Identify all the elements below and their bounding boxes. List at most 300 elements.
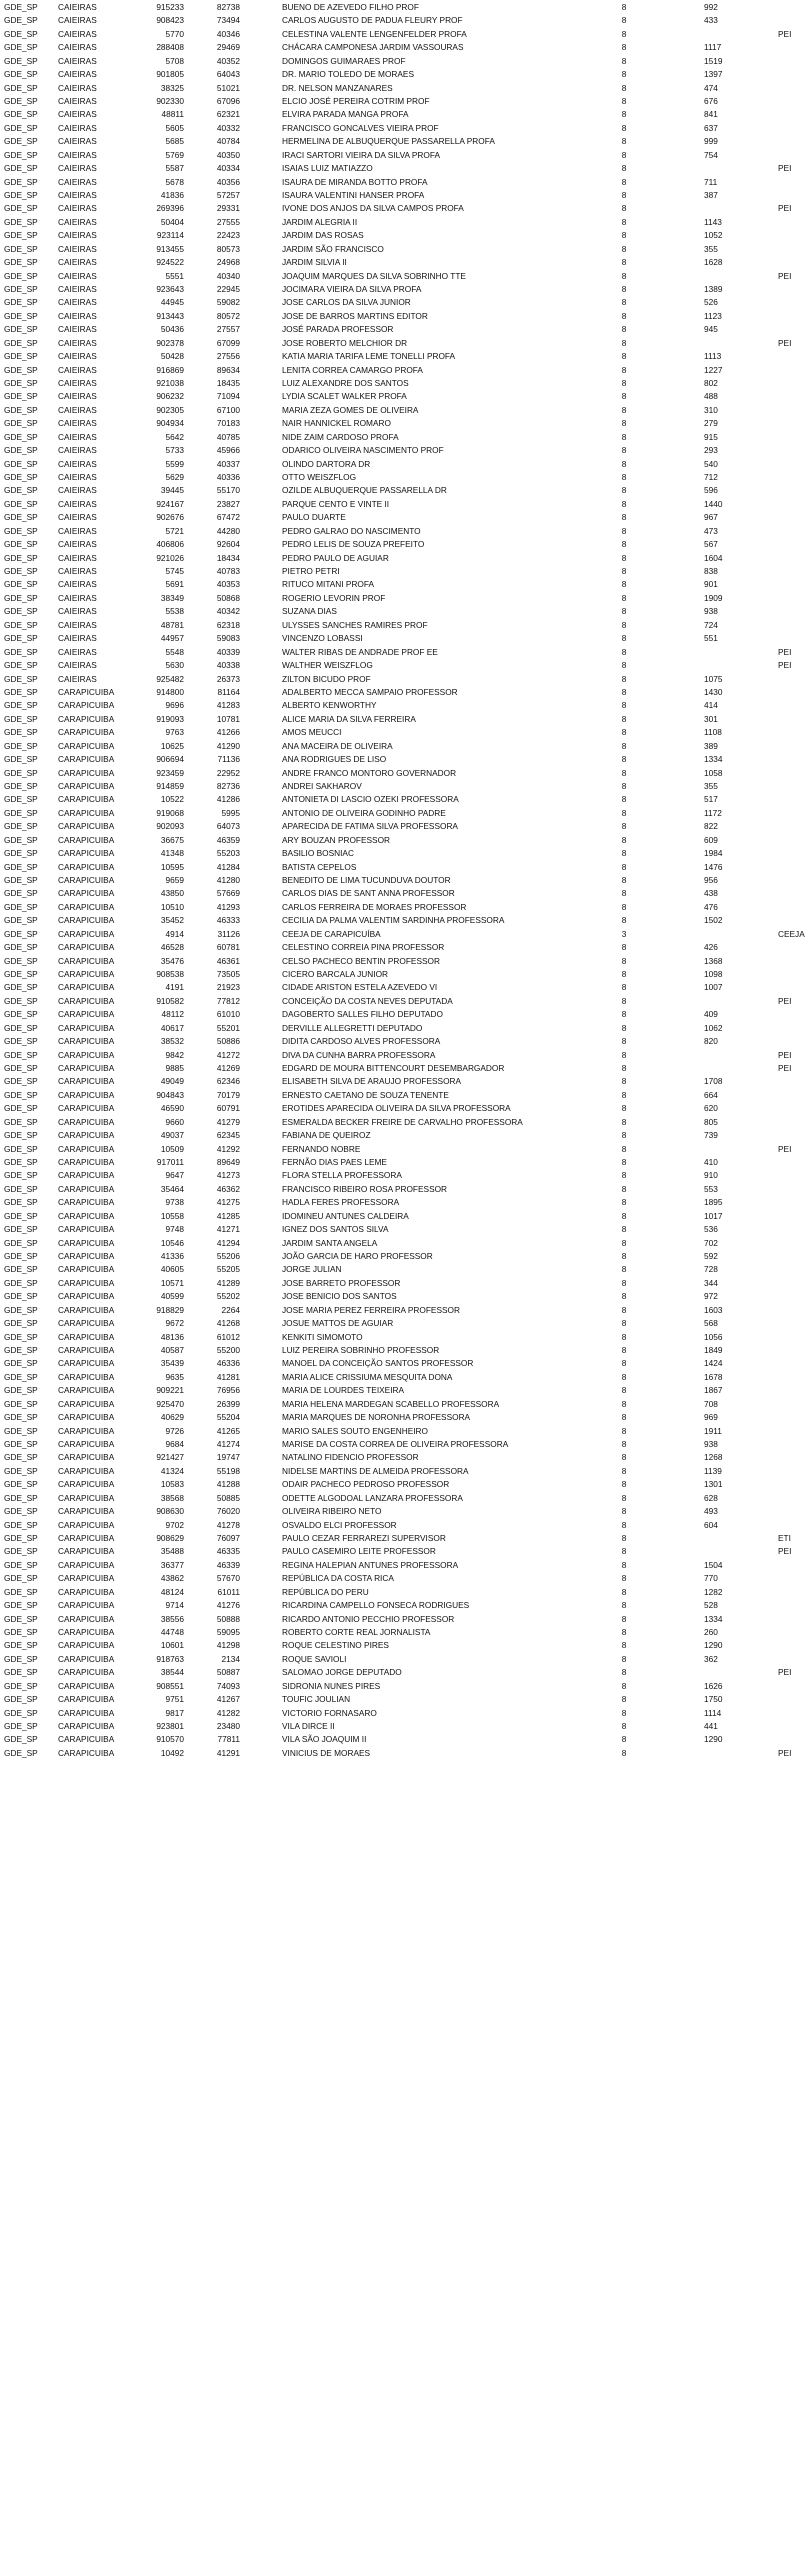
- cell-school-id: 5770: [165, 28, 184, 39]
- cell-code: 80573: [216, 243, 240, 254]
- cell-municipality: CAIEIRAS: [58, 243, 97, 254]
- cell-municipality: CAIEIRAS: [58, 337, 97, 348]
- table-row: [0, 968, 807, 981]
- table-row: [0, 1451, 807, 1464]
- cell-region: GDE_SP: [4, 1009, 38, 1020]
- cell-count: 915: [704, 431, 718, 442]
- cell-school-name: ZILTON BICUDO PROF: [282, 673, 371, 684]
- table-row: [0, 1008, 807, 1021]
- cell-count: 409: [704, 1009, 718, 1020]
- cell-period: 8: [621, 633, 627, 644]
- cell-period: 8: [621, 592, 627, 603]
- cell-municipality: CARAPICUIBA: [58, 915, 115, 926]
- cell-school-id: 902676: [156, 512, 184, 523]
- cell-school-id: 50404: [160, 216, 184, 227]
- cell-region: GDE_SP: [4, 1559, 38, 1570]
- cell-program: PEI: [778, 1546, 792, 1557]
- cell-program: PEI: [778, 1747, 792, 1758]
- cell-count: 938: [704, 1439, 718, 1449]
- table-row: [0, 578, 807, 591]
- cell-school-name: FERNÃO DIAS PAES LEME: [282, 1156, 387, 1167]
- cell-municipality: CARAPICUIBA: [58, 700, 115, 711]
- cell-municipality: CARAPICUIBA: [58, 995, 115, 1006]
- cell-count: 344: [704, 1277, 718, 1288]
- cell-school-id: 46590: [160, 1103, 184, 1114]
- cell-count: 972: [704, 1291, 718, 1302]
- cell-school-id: 9696: [165, 700, 184, 711]
- cell-region: GDE_SP: [4, 1170, 38, 1181]
- cell-school-id: 35439: [160, 1358, 184, 1369]
- cell-code: 55203: [216, 848, 240, 859]
- cell-school-name: ODAIR PACHECO PEDROSO PROFESSOR: [282, 1479, 450, 1490]
- cell-municipality: CARAPICUIBA: [58, 1304, 115, 1315]
- cell-program: ETI: [778, 1533, 791, 1544]
- cell-code: 89634: [216, 364, 240, 375]
- cell-municipality: CAIEIRAS: [58, 512, 97, 523]
- cell-municipality: CAIEIRAS: [58, 418, 97, 429]
- table-row: [0, 390, 807, 403]
- cell-region: GDE_SP: [4, 1398, 38, 1409]
- cell-code: 92604: [216, 539, 240, 550]
- table-row: [0, 928, 807, 941]
- table-row: [0, 1022, 807, 1035]
- cell-municipality: CARAPICUIBA: [58, 1412, 115, 1423]
- cell-region: GDE_SP: [4, 190, 38, 201]
- cell-code: 41275: [216, 1197, 240, 1208]
- cell-code: 23827: [216, 498, 240, 509]
- cell-municipality: CARAPICUIBA: [58, 794, 115, 805]
- table-row: [0, 1143, 807, 1156]
- cell-region: GDE_SP: [4, 579, 38, 590]
- cell-period: 8: [621, 552, 627, 563]
- cell-count: 493: [704, 1506, 718, 1517]
- cell-region: GDE_SP: [4, 391, 38, 402]
- cell-municipality: CAIEIRAS: [58, 324, 97, 335]
- table-row: [0, 1290, 807, 1303]
- cell-school-id: 43850: [160, 888, 184, 899]
- cell-school-name: DERVILLE ALLEGRETTI DEPUTADO: [282, 1022, 423, 1033]
- cell-municipality: CARAPICUIBA: [58, 713, 115, 724]
- table-row: [0, 216, 807, 229]
- cell-municipality: CARAPICUIBA: [58, 1586, 115, 1597]
- cell-code: 18435: [216, 378, 240, 389]
- cell-municipality: CARAPICUIBA: [58, 1721, 115, 1732]
- cell-period: 8: [621, 780, 627, 791]
- cell-code: 46361: [216, 955, 240, 966]
- cell-school-name: CEEJA DE CARAPICUÍBA: [282, 928, 381, 939]
- cell-school-name: PIETRO PETRI: [282, 566, 340, 577]
- cell-count: 820: [704, 1036, 718, 1047]
- cell-school-id: 908630: [156, 1506, 184, 1517]
- cell-municipality: CARAPICUIBA: [58, 1452, 115, 1463]
- table-row: [0, 1398, 807, 1411]
- table-row: [0, 41, 807, 54]
- cell-school-id: 5733: [165, 445, 184, 456]
- cell-period: 8: [621, 512, 627, 523]
- cell-count: 426: [704, 942, 718, 953]
- cell-municipality: CAIEIRAS: [58, 203, 97, 214]
- cell-municipality: CAIEIRAS: [58, 28, 97, 39]
- cell-school-id: 10625: [160, 740, 184, 751]
- cell-region: GDE_SP: [4, 700, 38, 711]
- cell-school-id: 48112: [161, 1009, 184, 1020]
- cell-code: 60791: [216, 1103, 240, 1114]
- cell-municipality: CARAPICUIBA: [58, 1089, 115, 1100]
- cell-school-name: DIVA DA CUNHA BARRA PROFESSORA: [282, 1049, 436, 1060]
- cell-period: 8: [621, 42, 627, 53]
- cell-school-name: MARISE DA COSTA CORREA DE OLIVEIRA PROFESSORA: [282, 1439, 509, 1449]
- cell-school-name: LUIZ ALEXANDRE DOS SANTOS: [282, 378, 409, 389]
- cell-period: 8: [621, 1533, 627, 1544]
- cell-region: GDE_SP: [4, 1049, 38, 1060]
- cell-municipality: CARAPICUIBA: [58, 1143, 115, 1154]
- cell-count: 708: [704, 1398, 718, 1409]
- cell-school-name: REGINA HALEPIAN ANTUNES PROFESSORA: [282, 1559, 459, 1570]
- cell-municipality: CARAPICUIBA: [58, 1277, 115, 1288]
- cell-code: 19747: [216, 1452, 240, 1463]
- cell-region: GDE_SP: [4, 1452, 38, 1463]
- cell-school-name: WALTHER WEISZFLOG: [282, 660, 373, 671]
- cell-count: 628: [704, 1492, 718, 1503]
- cell-municipality: CARAPICUIBA: [58, 928, 115, 939]
- cell-school-name: PAULO CASEMIRO LEITE PROFESSOR: [282, 1546, 436, 1557]
- cell-count: 938: [704, 606, 718, 617]
- cell-school-id: 48124: [160, 1586, 184, 1597]
- cell-period: 8: [621, 96, 627, 106]
- table-row: [0, 431, 807, 444]
- cell-school-name: EDGARD DE MOURA BITTENCOURT DESEMBARGADOR: [282, 1062, 505, 1073]
- cell-program: PEI: [778, 1049, 792, 1060]
- cell-region: GDE_SP: [4, 1237, 38, 1248]
- cell-municipality: CARAPICUIBA: [58, 1465, 115, 1476]
- cell-code: 60781: [216, 942, 240, 953]
- cell-municipality: CARAPICUIBA: [58, 1197, 115, 1208]
- cell-school-id: 4914: [165, 928, 184, 939]
- cell-code: 55206: [216, 1250, 240, 1261]
- cell-code: 41294: [216, 1237, 240, 1248]
- cell-school-id: 906694: [156, 754, 184, 765]
- cell-region: GDE_SP: [4, 1465, 38, 1476]
- cell-school-id: 44748: [160, 1627, 184, 1638]
- cell-period: 8: [621, 566, 627, 577]
- cell-school-name: JOSE MARIA PEREZ FERREIRA PROFESSOR: [282, 1304, 460, 1315]
- cell-count: 992: [704, 2, 718, 12]
- table-row: [0, 753, 807, 766]
- cell-count: 676: [704, 96, 718, 106]
- cell-count: 1282: [704, 1586, 723, 1597]
- table-row: [0, 955, 807, 968]
- table-row: [0, 1680, 807, 1693]
- cell-period: 8: [621, 324, 627, 335]
- cell-period: 8: [621, 1546, 627, 1557]
- cell-count: 387: [704, 190, 718, 201]
- cell-municipality: CARAPICUIBA: [58, 1264, 115, 1275]
- cell-count: 1117: [704, 42, 722, 53]
- table-row: [0, 108, 807, 121]
- cell-school-id: 40605: [160, 1264, 184, 1275]
- cell-count: 355: [704, 243, 718, 254]
- cell-region: GDE_SP: [4, 149, 38, 160]
- table-row: [0, 659, 807, 672]
- cell-code: 41285: [216, 1210, 240, 1221]
- cell-period: 8: [621, 270, 627, 281]
- table-row: [0, 1532, 807, 1545]
- cell-period: 8: [621, 1130, 627, 1141]
- cell-count: 770: [704, 1573, 718, 1584]
- cell-school-id: 906232: [156, 391, 184, 402]
- cell-municipality: CARAPICUIBA: [58, 1398, 115, 1409]
- cell-school-id: 5769: [165, 149, 184, 160]
- cell-code: 55200: [216, 1345, 240, 1355]
- cell-program: PEI: [778, 1143, 792, 1154]
- cell-school-name: ANTONIO DE OLIVEIRA GODINHO PADRE: [282, 807, 446, 818]
- cell-count: 1368: [704, 955, 723, 966]
- cell-region: GDE_SP: [4, 418, 38, 429]
- cell-period: 8: [621, 1264, 627, 1275]
- cell-count: 362: [704, 1653, 718, 1664]
- cell-code: 61010: [216, 1009, 240, 1020]
- cell-code: 40783: [216, 566, 240, 577]
- cell-school-id: 40629: [160, 1412, 184, 1423]
- cell-school-name: JOSE BENICIO DOS SANTOS: [282, 1291, 397, 1302]
- cell-period: 8: [621, 1036, 627, 1047]
- cell-code: 5995: [221, 807, 240, 818]
- cell-school-name: FRANCISCO RIBEIRO ROSA PROFESSOR: [282, 1183, 448, 1194]
- cell-school-name: ODARICO OLIVEIRA NASCIMENTO PROF: [282, 445, 444, 456]
- cell-period: 8: [621, 391, 627, 402]
- cell-code: 62345: [216, 1130, 240, 1141]
- cell-municipality: CAIEIRAS: [58, 122, 97, 133]
- cell-school-id: 50436: [160, 324, 184, 335]
- table-row: [0, 404, 807, 417]
- cell-school-name: FABIANA DE QUEIROZ: [282, 1130, 371, 1141]
- table-row: [0, 189, 807, 202]
- cell-municipality: CARAPICUIBA: [58, 1009, 115, 1020]
- cell-school-id: 917011: [156, 1156, 184, 1167]
- table-row: [0, 1263, 807, 1276]
- cell-count: 967: [704, 512, 718, 523]
- cell-period: 8: [621, 686, 627, 697]
- cell-region: GDE_SP: [4, 82, 38, 93]
- cell-code: 77812: [216, 995, 240, 1006]
- cell-region: GDE_SP: [4, 498, 38, 509]
- cell-count: 1334: [704, 754, 723, 765]
- cell-school-name: DOMINGOS GUIMARAES PROF: [282, 55, 406, 66]
- cell-period: 8: [621, 1358, 627, 1369]
- cell-code: 50885: [216, 1492, 240, 1503]
- cell-period: 8: [621, 1479, 627, 1490]
- cell-school-name: PAULO DUARTE: [282, 512, 346, 523]
- cell-code: 41289: [216, 1277, 240, 1288]
- cell-school-id: 40587: [160, 1345, 184, 1355]
- cell-school-name: OLIVEIRA RIBEIRO NETO: [282, 1506, 382, 1517]
- cell-code: 40337: [216, 458, 240, 469]
- cell-school-id: 908538: [156, 968, 184, 979]
- cell-school-id: 46528: [160, 942, 184, 953]
- table-row: [0, 726, 807, 739]
- cell-municipality: CARAPICUIBA: [58, 1291, 115, 1302]
- cell-school-id: 5691: [165, 579, 184, 590]
- table-row: [0, 605, 807, 618]
- table-row: [0, 350, 807, 363]
- cell-municipality: CAIEIRAS: [58, 525, 97, 536]
- cell-school-name: JOSE CARLOS DA SILVA JUNIOR: [282, 297, 411, 308]
- cell-school-id: 10509: [160, 1143, 184, 1154]
- cell-region: GDE_SP: [4, 1734, 38, 1745]
- cell-region: GDE_SP: [4, 740, 38, 751]
- table-row: [0, 1210, 807, 1223]
- cell-school-name: SUZANA DIAS: [282, 606, 337, 617]
- cell-code: 41278: [216, 1519, 240, 1530]
- cell-municipality: CAIEIRAS: [58, 190, 97, 201]
- table-row: [0, 1317, 807, 1330]
- cell-code: 40334: [216, 163, 240, 174]
- cell-school-name: ISAURA VALENTINI HANSER PROFA: [282, 190, 425, 201]
- cell-count: 1017: [704, 1210, 723, 1221]
- table-row: [0, 861, 807, 874]
- cell-school-id: 5548: [165, 646, 184, 657]
- cell-count: 474: [704, 82, 718, 93]
- cell-region: GDE_SP: [4, 1116, 38, 1127]
- table-row: [0, 458, 807, 471]
- table-row: [0, 1384, 807, 1397]
- cell-period: 8: [621, 351, 627, 362]
- cell-count: 517: [704, 794, 718, 805]
- cell-school-name: MARIA ALICE CRISSIUMA MESQUITA DONA: [282, 1371, 453, 1382]
- cell-municipality: CARAPICUIBA: [58, 1492, 115, 1503]
- cell-region: GDE_SP: [4, 1197, 38, 1208]
- cell-municipality: CAIEIRAS: [58, 109, 97, 120]
- cell-period: 8: [621, 606, 627, 617]
- table-row: [0, 444, 807, 457]
- table-row: [0, 337, 807, 350]
- table-row: [0, 1465, 807, 1478]
- cell-count: 567: [704, 539, 718, 550]
- cell-count: 910: [704, 1170, 718, 1181]
- cell-municipality: CARAPICUIBA: [58, 740, 115, 751]
- table-row: [0, 1277, 807, 1290]
- cell-region: GDE_SP: [4, 1022, 38, 1033]
- cell-period: 8: [621, 230, 627, 241]
- cell-municipality: CARAPICUIBA: [58, 1036, 115, 1047]
- cell-period: 8: [621, 1076, 627, 1087]
- cell-school-id: 5538: [165, 606, 184, 617]
- cell-region: GDE_SP: [4, 982, 38, 993]
- table-row: [0, 68, 807, 81]
- cell-school-name: BENEDITO DE LIMA TUCUNDUVA DOUTOR: [282, 874, 451, 885]
- cell-municipality: CARAPICUIBA: [58, 1116, 115, 1127]
- cell-code: 41268: [216, 1318, 240, 1329]
- cell-code: 27556: [216, 351, 240, 362]
- cell-school-id: 923643: [156, 284, 184, 295]
- cell-count: 1139: [704, 1465, 722, 1476]
- cell-period: 8: [621, 1492, 627, 1503]
- cell-region: GDE_SP: [4, 1694, 38, 1705]
- cell-school-id: 910582: [156, 995, 184, 1006]
- cell-municipality: CAIEIRAS: [58, 163, 97, 174]
- cell-count: 1603: [704, 1304, 723, 1315]
- table-row: [0, 1478, 807, 1491]
- cell-municipality: CAIEIRAS: [58, 270, 97, 281]
- cell-count: 476: [704, 901, 718, 912]
- cell-code: 57257: [216, 190, 240, 201]
- cell-code: 89649: [216, 1156, 240, 1167]
- cell-school-name: NATALINO FIDENCIO PROFESSOR: [282, 1452, 419, 1463]
- table-row: [0, 1411, 807, 1424]
- cell-municipality: CARAPICUIBA: [58, 1170, 115, 1181]
- cell-region: GDE_SP: [4, 69, 38, 80]
- cell-municipality: CAIEIRAS: [58, 498, 97, 509]
- cell-period: 8: [621, 673, 627, 684]
- cell-school-id: 10546: [160, 1237, 184, 1248]
- cell-program: PEI: [778, 28, 792, 39]
- table-row: [0, 820, 807, 833]
- cell-region: GDE_SP: [4, 1412, 38, 1423]
- cell-count: 301: [704, 713, 718, 724]
- cell-school-id: 10522: [160, 794, 184, 805]
- cell-school-id: 9763: [165, 727, 184, 738]
- cell-code: 59095: [216, 1627, 240, 1638]
- cell-school-id: 921026: [156, 552, 184, 563]
- cell-school-id: 48136: [160, 1331, 184, 1342]
- cell-school-id: 38568: [160, 1492, 184, 1503]
- cell-school-id: 38349: [160, 592, 184, 603]
- cell-school-id: 9726: [165, 1425, 184, 1436]
- cell-period: 8: [621, 404, 627, 415]
- cell-period: 8: [621, 337, 627, 348]
- cell-count: 1143: [704, 216, 722, 227]
- cell-school-name: JOSÉ PARADA PROFESSOR: [282, 324, 394, 335]
- cell-region: GDE_SP: [4, 780, 38, 791]
- cell-region: GDE_SP: [4, 633, 38, 644]
- table-row: [0, 202, 807, 215]
- cell-school-id: 41324: [160, 1465, 184, 1476]
- cell-school-name: MANOEL DA CONCEIÇÃO SANTOS PROFESSOR: [282, 1358, 474, 1369]
- cell-code: 24968: [216, 257, 240, 268]
- cell-code: 41293: [216, 901, 240, 912]
- cell-region: GDE_SP: [4, 754, 38, 765]
- table-row: [0, 1116, 807, 1129]
- cell-count: 1984: [704, 848, 723, 859]
- cell-period: 8: [621, 700, 627, 711]
- cell-municipality: CARAPICUIBA: [58, 1600, 115, 1611]
- cell-code: 67100: [216, 404, 240, 415]
- cell-municipality: CAIEIRAS: [58, 606, 97, 617]
- cell-school-name: CARLOS FERREIRA DE MORAES PROFESSOR: [282, 901, 467, 912]
- cell-school-name: LYDIA SCALET WALKER PROFA: [282, 391, 407, 402]
- cell-municipality: CARAPICUIBA: [58, 1653, 115, 1664]
- cell-region: GDE_SP: [4, 1291, 38, 1302]
- cell-count: 1007: [704, 982, 723, 993]
- cell-school-id: 925470: [156, 1398, 184, 1409]
- cell-school-id: 913455: [156, 243, 184, 254]
- cell-period: 8: [621, 888, 627, 899]
- cell-period: 8: [621, 203, 627, 214]
- cell-school-name: PEDRO GALRAO DO NASCIMENTO: [282, 525, 421, 536]
- cell-municipality: CAIEIRAS: [58, 310, 97, 321]
- cell-code: 41298: [216, 1640, 240, 1651]
- cell-period: 8: [621, 968, 627, 979]
- cell-code: 41272: [216, 1049, 240, 1060]
- cell-school-id: 918763: [156, 1653, 184, 1664]
- table-row: [0, 1492, 807, 1505]
- cell-period: 8: [621, 472, 627, 483]
- cell-period: 8: [621, 1613, 627, 1624]
- cell-period: 8: [621, 982, 627, 993]
- cell-period: 8: [621, 848, 627, 859]
- cell-region: GDE_SP: [4, 1506, 38, 1517]
- cell-code: 41290: [216, 740, 240, 751]
